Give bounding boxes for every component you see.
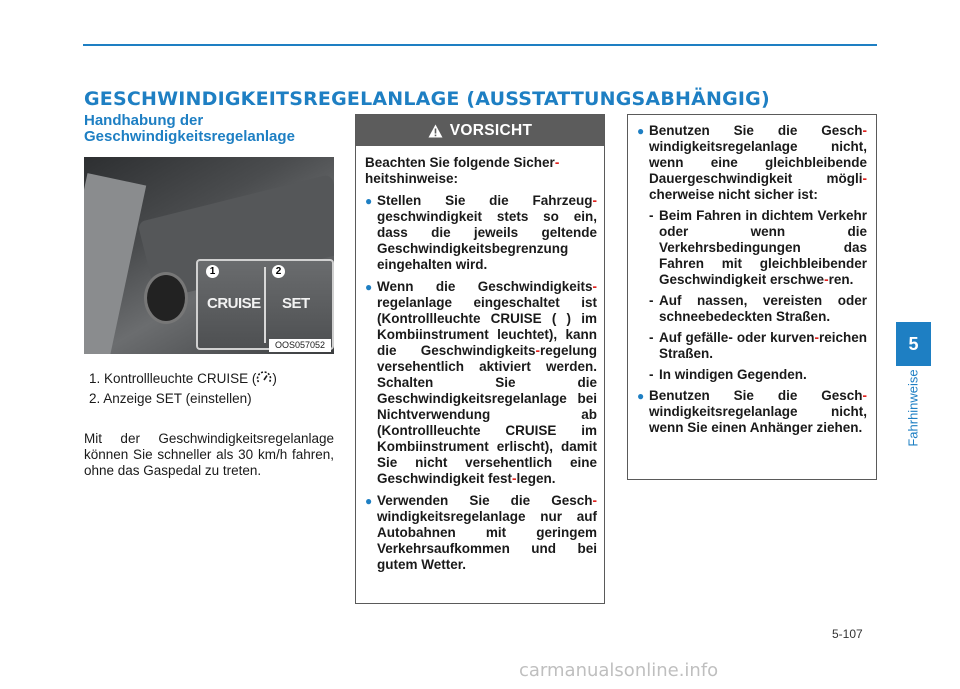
caution-bullet xyxy=(365,193,597,273)
legend-list xyxy=(89,369,277,409)
dash-marker: - xyxy=(649,208,654,223)
top-rule xyxy=(83,44,877,46)
caution-continued-box xyxy=(627,114,877,480)
hyphen: - xyxy=(554,155,560,170)
dash-item-text: In windigen Gegenden. xyxy=(659,367,807,382)
bullet-dot-icon: ● xyxy=(365,194,373,208)
photo-button-inset xyxy=(196,259,334,350)
dashboard-photo xyxy=(84,157,334,354)
bullet-dot-icon: ● xyxy=(637,124,645,138)
dash-marker: - xyxy=(649,293,654,308)
caution-bullet-text: Benutzen Sie die Gesch-windigkeitsregelanlage nicht, wenn eine gleichbleibende Dauergeschwindigkeit mögli-cherweise nicht sicher ist: xyxy=(649,123,867,202)
hyphen: - xyxy=(592,493,597,508)
page-number: 5-107 xyxy=(832,627,863,641)
hyphen: - xyxy=(592,193,597,208)
dash-item xyxy=(637,367,867,383)
caution-bullet-text: Verwenden Sie die Gesch-windigkeitsregelanlage nur auf Autobahnen mit geringem Verkehrsaufkommen und bei gutem Wetter. xyxy=(377,493,597,572)
caution-bullet-text: Wenn die Geschwindigkeits-regelanlage eingeschaltet ist (Kontrollleuchte CRUISE ( ) im Kombiinstrument leuchtet), kann die Geschwindigkeits-regelung versehentlich aktiviert werden. Schalten Sie die Geschwindigkeitsregelanlage bei Nichtverwendung ab (Kontrollleuchte CRUISE im Kombiinstrument erlischt), damit Sie nicht versehentlich eine Geschwindigkeit fest-legen. xyxy=(377,279,597,486)
caution-title: VORSICHT xyxy=(449,121,533,139)
bullet-dot-icon: ● xyxy=(365,494,373,508)
caution-bullet xyxy=(637,123,867,203)
warning-triangle-icon xyxy=(428,124,443,138)
caution-bullet-text: Benutzen Sie die Gesch-windigkeitsregelanlage nicht, wenn Sie einen Anhänger ziehen. xyxy=(649,388,867,435)
hyphen: - xyxy=(862,388,867,403)
dash-item xyxy=(637,330,867,362)
hyphen: - xyxy=(824,272,829,287)
caution-bullet xyxy=(637,388,867,436)
caution-intro: Beachten Sie folgende Sicher-heitshinweise: xyxy=(365,155,560,186)
caution-bullet xyxy=(365,493,597,573)
dash-marker: - xyxy=(649,367,654,382)
hyphen: - xyxy=(535,343,540,358)
list-item-text: 2. Anzeige SET (einstellen) xyxy=(89,391,252,406)
watermark: carmanualsonline.info xyxy=(519,660,719,681)
list-item-text: 1. Kontrollleuchte CRUISE ( xyxy=(89,371,257,386)
intro-paragraph: Mit der Geschwindigkeitsregelanlage können Sie schneller als 30 km/h fahren, ohne das Gaspedal zu treten. xyxy=(84,431,334,478)
list-item xyxy=(89,389,277,409)
callout-number-1: 1 xyxy=(206,265,219,278)
hyphen: - xyxy=(862,171,867,186)
hyphen: - xyxy=(512,471,517,486)
caution-list xyxy=(365,193,597,573)
section-title: GESCHWINDIGKEITSREGELANLAGE (AUSSTATTUNGSABHÄNGIG) xyxy=(84,88,770,110)
photo-pillar xyxy=(84,173,146,354)
dash-item-text: Auf nassen, vereisten oder schneebedeckten Straßen. xyxy=(659,293,867,324)
hyphen: - xyxy=(814,330,819,345)
photo-air-vent xyxy=(144,272,188,324)
hyphen: - xyxy=(592,279,597,294)
cruise-button-label: CRUISE xyxy=(207,295,261,312)
list-item-suffix: ) xyxy=(272,371,277,386)
dash-item-text: Beim Fahren in dichtem Verkehr oder wenn die Verkehrsbedingungen das Fahren mit gleichbleibender Geschwindigkeit erschwe-ren. xyxy=(659,208,867,287)
dash-item-text: Auf gefälle- oder kurven-reichen Straßen. xyxy=(659,330,867,361)
chapter-label: Fahrhinweise xyxy=(905,369,921,447)
subheading: Handhabung der Geschwindigkeitsregelanlage xyxy=(84,112,295,145)
caution-header xyxy=(356,115,604,146)
photo-code: OOS057052 xyxy=(269,339,331,352)
hyphen: - xyxy=(862,123,867,138)
bullet-dot-icon: ● xyxy=(365,280,373,294)
callout-number-2: 2 xyxy=(272,265,285,278)
inset-divider xyxy=(264,267,266,343)
caution-bullet xyxy=(365,279,597,487)
list-item xyxy=(89,369,277,389)
caution-content xyxy=(356,146,604,573)
caution-box xyxy=(355,114,605,604)
dash-item xyxy=(637,293,867,325)
dash-item xyxy=(637,208,867,288)
set-button-label: SET xyxy=(282,295,310,312)
chapter-tab: 5 xyxy=(896,322,931,366)
cruise-gauge-icon xyxy=(256,370,272,386)
caution-bullet-text: Stellen Sie die Fahrzeug-geschwindigkeit stets so ein, dass die jeweils geltende Geschwindigkeitsbegrenzung eingehalten wird. xyxy=(377,193,597,272)
dash-marker: - xyxy=(649,330,654,345)
bullet-dot-icon: ● xyxy=(637,389,645,403)
